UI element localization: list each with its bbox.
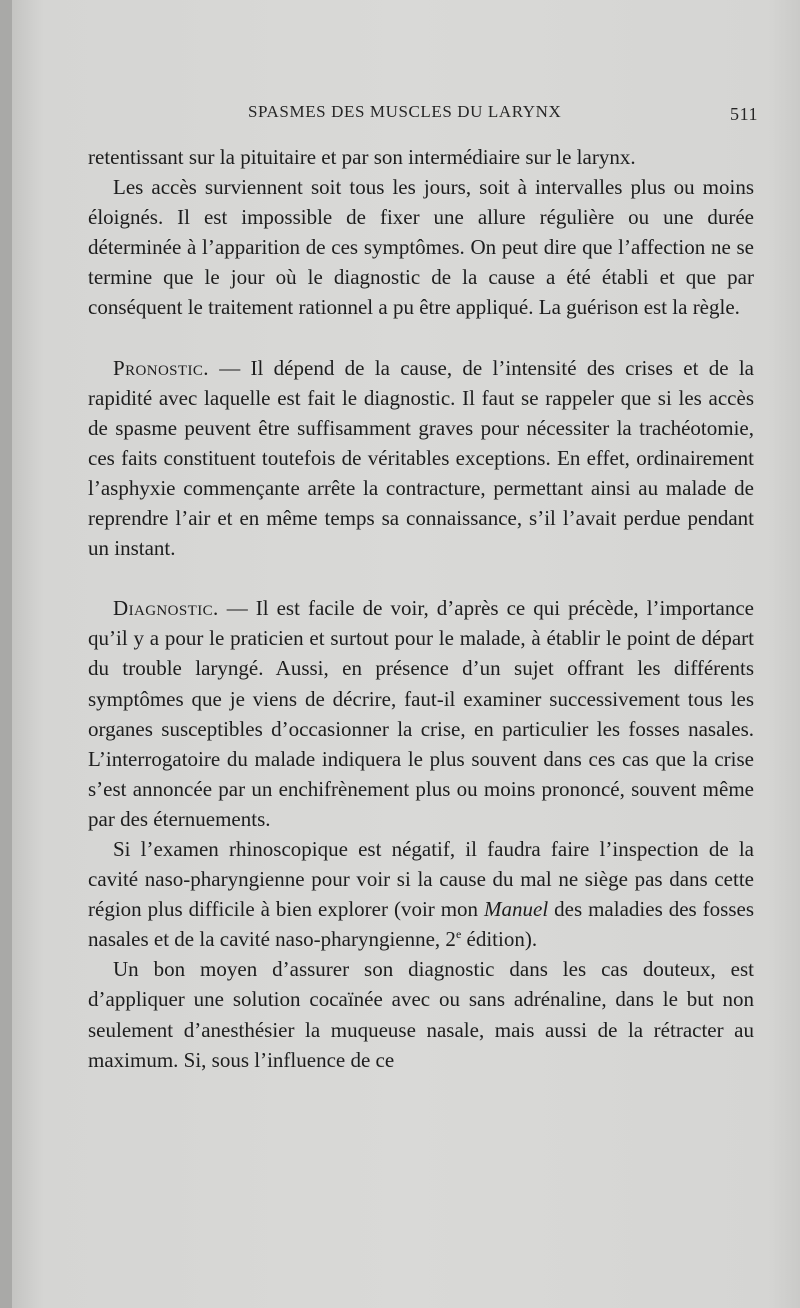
section-heading-diagnostic: Diagnostic. <box>113 596 219 621</box>
paragraph-moyen: Un bon moyen d’assurer son diagnostic dans les cas douteux, est d’appliquer une solution cocaïnée avec ou sans adrénaline, dans le but non seulement d’anesthésier la muqueuse nasale, mais aussi de la rétracter au maximum. Si, sous l’influence de ce <box>88 957 754 1072</box>
edition-superscript: e <box>455 927 462 942</box>
paragraph-diagnostic <box>88 593 754 834</box>
section-heading-pronostic: Pronostic. <box>113 355 209 380</box>
running-title: SPASMES DES MUSCLES DU LARYNX <box>248 102 562 121</box>
pronostic-text: — Il dépend de la cause, de l’intensité des crises et de la rapidité avec laquelle est fait le diagnostic. Il faut se rappeler que si les accès de spasme peuvent être suffisamment graves pour nécessiter la trachéotomie, ces faits constituent toutefois de véritables exceptions. En effet, ordinairement l’asphyxie commençante arrête la contracture, permettant ainsi au malade de reprendre l’air et en même temps sa connaissance, s’il l’avait perdue pendant un instant. <box>88 355 754 561</box>
book-page <box>12 0 800 1308</box>
body-text <box>88 142 754 1075</box>
manuel-italic: Manuel <box>484 897 549 922</box>
paragraph-examen <box>88 834 754 954</box>
running-head <box>12 102 800 126</box>
paragraph-continuation: retentissant sur la pituitaire et par son intermédiaire sur le larynx. <box>88 145 636 169</box>
examen-text-start: Si l’examen rhinoscopique est négatif, il faudra faire l’inspection de la cavité naso-pharyngienne pour voir si la cause du mal ne siège pas dans cette région plus difficile à bien explorer (voir mon <box>88 836 754 922</box>
paragraph-acces: Les accès surviennent soit tous les jours, soit à intervalles plus ou moins éloignés. Il est impossible de fixer une allure régulière ou une durée déterminée à l’apparition de ces symptômes. On peut dire que l’affection ne se termine que le jour où le diagnostic de la cause a été établi et que par conséquent le traitement rationnel a pu être appliqué. La guérison est la règle. <box>88 175 754 320</box>
examen-text-end: édition). <box>461 927 538 952</box>
paragraph-pronostic <box>88 353 754 564</box>
page-number: 511 <box>730 104 759 124</box>
diagnostic-text: — Il est facile de voir, d’après ce qui précède, l’importance qu’il y a pour le praticien et surtout pour le malade, à établir le point de départ du trouble laryngé. Aussi, en présence d’un sujet offrant les différents symptômes que je viens de décrire, faut-il examiner successivement tous les organes susceptibles d’occasionner la crise, en particulier les fosses nasales. L’interrogatoire du malade indiquera le plus souvent dans ces cas que la crise s’est annoncée par un enchifrènement plus ou moins prononcé, souvent même par des éternuements. <box>88 596 754 831</box>
examen-text-middle: des maladies des fosses nasales et de la cavité naso-pharyngienne, 2 <box>88 897 754 952</box>
